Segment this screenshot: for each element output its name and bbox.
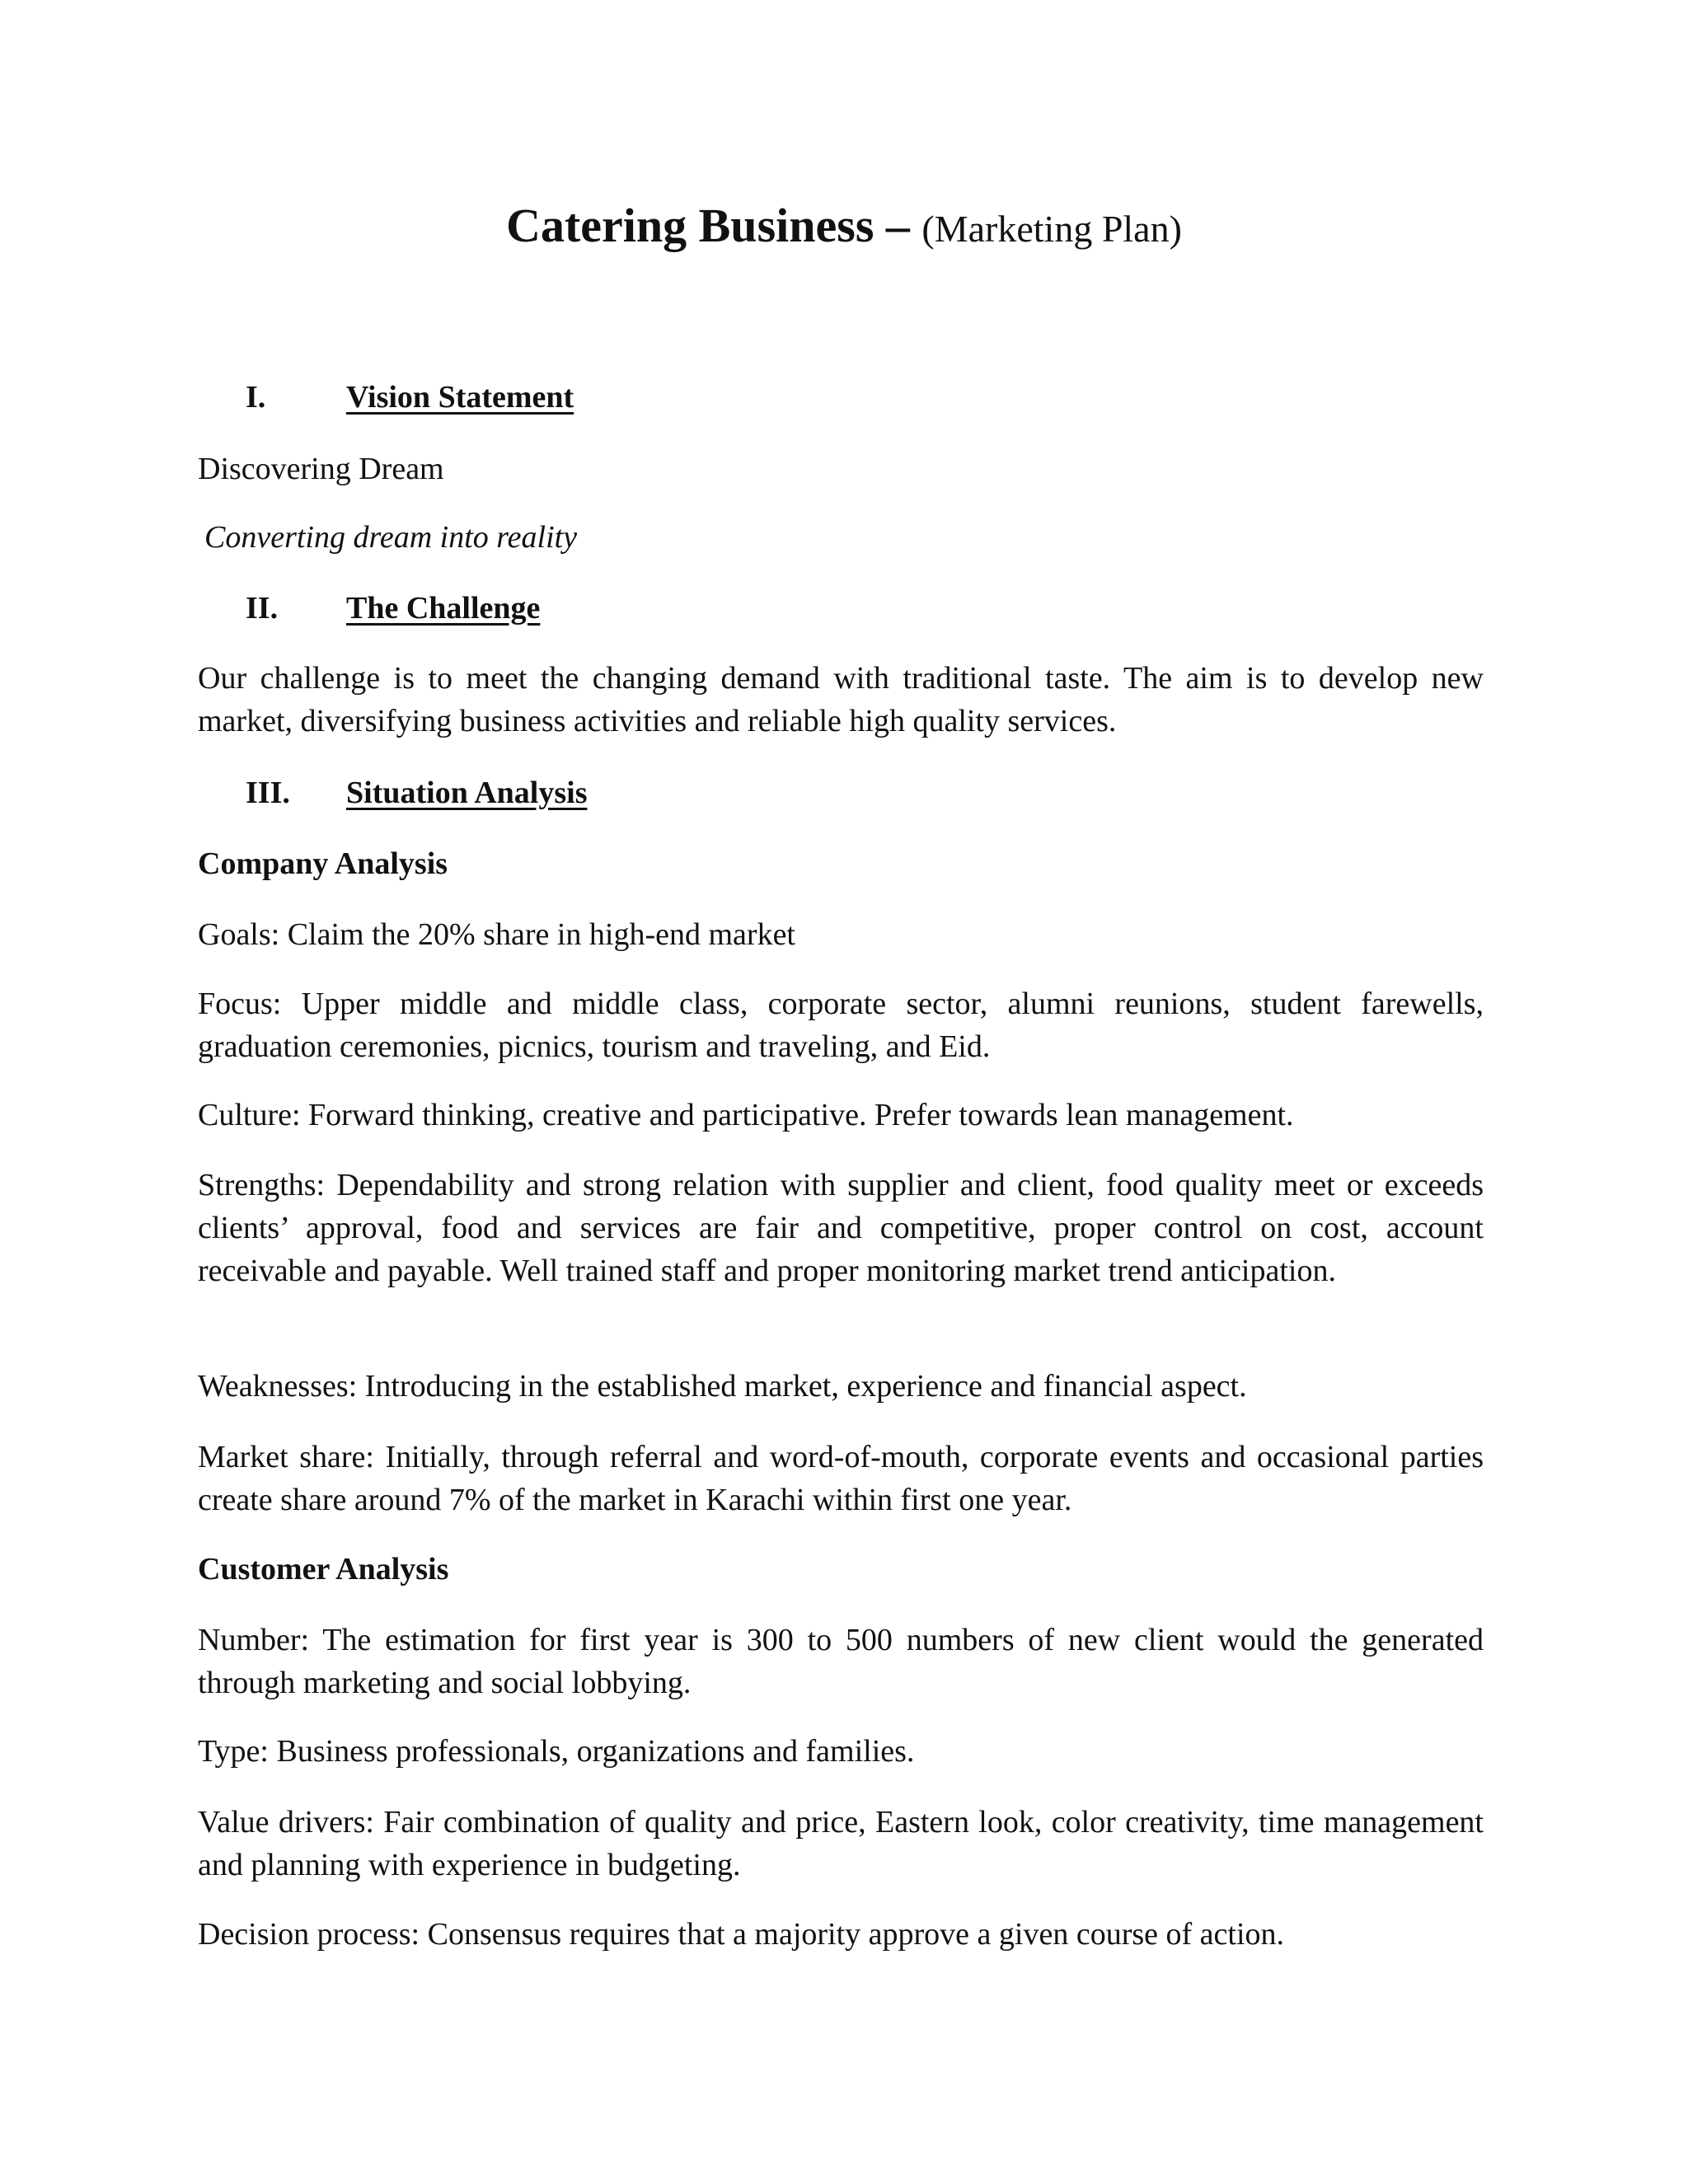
title-main: Catering Business – <box>506 199 910 252</box>
vision-line-1: Discovering Dream <box>198 452 444 486</box>
company-focus: Focus: Upper middle and middle class, corporate sector, alumni reunions, student farewells, graduation ceremonies, picnics, tourism and traveling, and Eid. <box>198 987 1484 1064</box>
company-market-share: Market share: Initially, through referral and word-of-mouth, corporate events and occasional parties create share around 7% of the market in Karachi within first one year. <box>198 1440 1484 1517</box>
customer-value-drivers: Value drivers: Fair combination of quality and price, Eastern look, color creativity, time management and planning with experience in budgeting. <box>198 1805 1484 1882</box>
section-numeral-1: I. <box>246 380 266 415</box>
customer-number: Number: The estimation for first year is 300 to 500 numbers of new client would the generated through marketing and social lobbying. <box>198 1623 1484 1700</box>
section-numeral-3: III. <box>246 776 290 810</box>
section-heading-situation: Situation Analysis <box>346 776 588 810</box>
page-title <box>0 194 1688 260</box>
section-heading-vision: Vision Statement <box>346 380 574 415</box>
challenge-paragraph: Our challenge is to meet the changing demand with traditional taste. The aim is to develop new market, diversifying business activities and reliable high quality services. <box>198 661 1484 738</box>
company-culture: Culture: Forward thinking, creative and participative. Prefer towards lean management. <box>198 1098 1294 1132</box>
title-subtitle: (Marketing Plan) <box>921 208 1182 250</box>
customer-decision-process: Decision process: Consensus requires that a majority approve a given course of action. <box>198 1917 1285 1952</box>
section-numeral-2: II. <box>246 591 279 626</box>
company-strengths: Strengths: Dependability and strong relation with supplier and client, food quality meet or exceeds clients’ approval, food and services are fair and competitive, proper control on cost, account receivable and payable. Well trained staff and proper monitoring market trend anticipation. <box>198 1168 1484 1288</box>
customer-type: Type: Business professionals, organizations and families. <box>198 1734 915 1769</box>
company-weaknesses: Weaknesses: Introducing in the established market, experience and financial aspect. <box>198 1369 1247 1404</box>
company-goals: Goals: Claim the 20% share in high-end market <box>198 917 795 952</box>
vision-line-2: Converting dream into reality <box>204 520 578 555</box>
company-analysis-heading: Company Analysis <box>198 846 448 881</box>
customer-analysis-heading: Customer Analysis <box>198 1552 449 1586</box>
section-heading-challenge: The Challenge <box>346 591 541 626</box>
